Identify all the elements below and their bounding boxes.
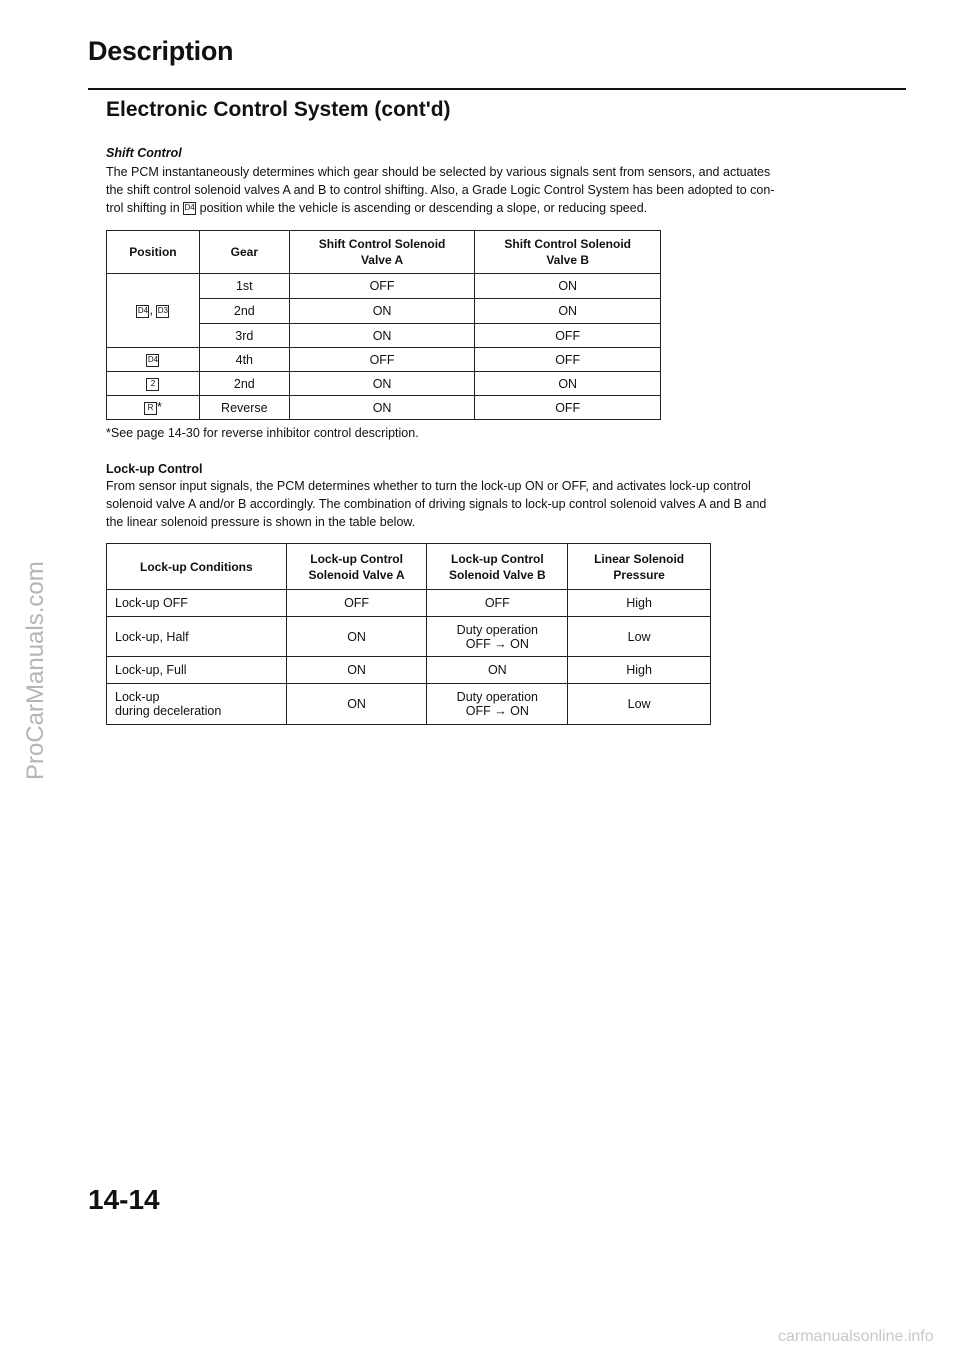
position-symbol: D3	[156, 305, 169, 318]
paragraph-text: trol shifting in	[106, 201, 180, 215]
header-lockup-conditions: Lock-up Conditions	[107, 544, 287, 590]
valve-b-cell: ON	[475, 274, 661, 299]
header-line: Valve B	[546, 253, 590, 267]
lockup-control-heading: Lock-up Control	[106, 462, 203, 476]
valve-a-cell: ON	[286, 617, 427, 657]
valve-a-cell: ON	[286, 657, 427, 684]
paragraph-line: the linear solenoid pressure is shown in the table below.	[106, 515, 416, 529]
valve-a-cell: OFF	[286, 590, 427, 617]
table-row	[107, 617, 711, 657]
cell-line: OFF → ON	[465, 704, 529, 718]
paragraph-line: the shift control solenoid valves A and B to control shifting. Also, a Grade Logic Control System has been adopted to con-	[106, 183, 775, 197]
cell-line: Duty operation	[456, 690, 538, 704]
page-title: Description	[88, 36, 234, 66]
bottom-watermark: carmanualsonline.info	[778, 1328, 934, 1345]
gear-cell: 2nd	[199, 299, 289, 324]
table-row	[107, 590, 711, 617]
header-position: Position	[107, 231, 200, 274]
header-line: Linear Solenoid	[594, 551, 685, 566]
gear-cell: Reverse	[199, 396, 289, 420]
header-gear: Gear	[199, 231, 289, 274]
position-symbol: R	[144, 402, 157, 415]
valve-b-cell: OFF	[475, 396, 661, 420]
gear-cell: 4th	[199, 348, 289, 372]
side-watermark: ProCarManuals.com	[22, 561, 49, 780]
shift-control-heading: Shift Control	[106, 146, 182, 160]
condition-cell: Lock-up OFF	[107, 590, 287, 617]
table-row	[107, 274, 661, 299]
valve-b-cell: OFF	[475, 324, 661, 348]
table-row	[107, 372, 661, 396]
section-title: Electronic Control System (cont'd)	[106, 98, 451, 121]
pressure-cell: High	[568, 657, 711, 684]
table-row	[107, 396, 661, 420]
header-line: Solenoid Valve B	[448, 567, 546, 582]
condition-cell: Lock-up, Half	[107, 617, 287, 657]
cell-line: during deceleration	[115, 704, 222, 718]
asterisk-mark: *	[157, 400, 162, 415]
table-row	[107, 684, 711, 725]
position-cell: D4, D3	[107, 274, 200, 348]
lockup-control-table	[106, 543, 711, 725]
lockup-control-paragraph	[106, 477, 896, 531]
valve-b-cell: ON	[475, 372, 661, 396]
header-divider	[88, 88, 906, 90]
table-row	[107, 657, 711, 684]
header-lockup-valve-a	[286, 544, 427, 590]
page-number: 14-14	[88, 1184, 160, 1215]
paragraph-line: solenoid valve A and/or B accordingly. The combination of driving signals to lock-up control solenoid valves A and B and	[106, 497, 767, 511]
position-cell	[107, 348, 200, 372]
valve-b-cell	[427, 684, 568, 725]
header-line: Pressure	[613, 567, 665, 582]
position-symbol: D4	[183, 202, 196, 215]
header-lockup-valve-b	[427, 544, 568, 590]
header-line: Valve A	[360, 253, 404, 267]
header-solenoid-b	[475, 231, 661, 274]
header-line: Lock-up Control	[310, 551, 403, 566]
position-symbol: D4	[136, 305, 149, 318]
valve-a-cell: ON	[289, 372, 475, 396]
shift-control-table	[106, 230, 661, 420]
valve-a-cell: OFF	[289, 348, 475, 372]
header-line: Solenoid Valve A	[308, 567, 405, 582]
valve-a-cell: ON	[289, 396, 475, 420]
pressure-cell: Low	[568, 684, 711, 725]
gear-cell: 2nd	[199, 372, 289, 396]
paragraph-line: The PCM instantaneously determines which gear should be selected by various signals sent from sensors, and actuates	[106, 165, 771, 179]
valve-a-cell: OFF	[289, 274, 475, 299]
header-line: Shift Control Solenoid	[504, 237, 632, 251]
valve-a-cell: ON	[286, 684, 427, 725]
paragraph-line	[106, 199, 896, 217]
gear-cell: 1st	[199, 274, 289, 299]
header-linear-solenoid	[568, 544, 711, 590]
condition-cell: Lock-up, Full	[107, 657, 287, 684]
paragraph-text: position while the vehicle is ascending or descending a slope, or reducing speed.	[199, 201, 648, 215]
cell-line: OFF → ON	[465, 636, 529, 651]
valve-b-cell	[427, 617, 568, 657]
cell-line: Lock-up	[115, 690, 160, 704]
gear-cell: 3rd	[199, 324, 289, 348]
position-cell	[107, 372, 200, 396]
condition-cell	[107, 684, 287, 725]
footnote: *See page 14-30 for reverse inhibitor control description.	[106, 426, 419, 440]
valve-b-cell: OFF	[475, 348, 661, 372]
pressure-cell: Low	[568, 617, 711, 657]
table-header-row	[107, 544, 711, 590]
shift-control-paragraph	[106, 163, 896, 217]
header-line: Lock-up Control	[451, 551, 544, 566]
valve-b-cell: OFF	[427, 590, 568, 617]
valve-a-cell: ON	[289, 324, 475, 348]
header-line: Shift Control Solenoid	[318, 237, 446, 251]
table-row	[107, 348, 661, 372]
position-symbol: 2	[146, 378, 159, 391]
valve-a-cell: ON	[289, 299, 475, 324]
table-header-row	[107, 231, 661, 274]
cell-line: Duty operation	[456, 622, 538, 637]
valve-b-cell: ON	[475, 299, 661, 324]
header-solenoid-a	[289, 231, 475, 274]
paragraph-line: From sensor input signals, the PCM determines whether to turn the lock-up ON or OFF, and activates lock-up control	[106, 479, 751, 493]
position-cell	[107, 396, 200, 420]
pressure-cell: High	[568, 590, 711, 617]
position-symbol: D4	[146, 354, 159, 367]
valve-b-cell: ON	[427, 657, 568, 684]
